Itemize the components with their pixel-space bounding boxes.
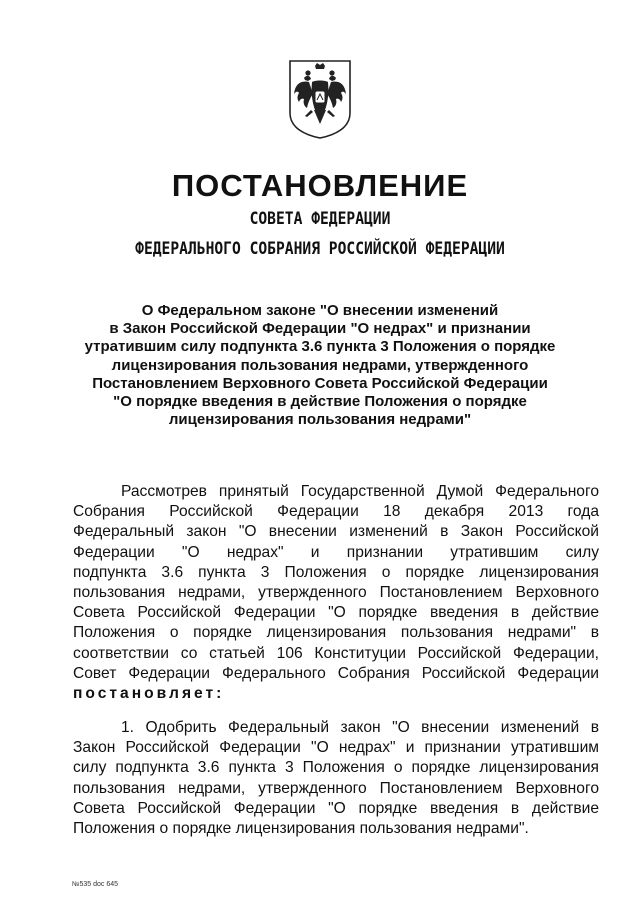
preamble-line: Положения о порядке лицензирования пользования недрами" в xyxy=(73,624,599,642)
preamble-line: пользования недрами, утвержденного Постановлением Верховного xyxy=(73,584,599,602)
clause-line: пользования недрами, утвержденного Постановлением Верховного xyxy=(73,779,599,797)
subject-line: Постановлением Верховного Совета Российской Федерации xyxy=(92,374,548,392)
subject-line: О Федеральном законе "О внесении изменений xyxy=(141,302,499,319)
issuing-body-line-1: СОВЕТА ФЕДЕРАЦИИ xyxy=(249,209,391,229)
coat-of-arms-icon xyxy=(287,58,353,140)
document-code: №535 doc 645 xyxy=(72,881,119,888)
clause-line: 1. Одобрить Федеральный закон "О внесении изменений в xyxy=(121,719,599,736)
preamble-line: Рассмотрев принятый Государственной Думой Федерального xyxy=(121,483,599,500)
preamble-line: Федерации "О недрах" и признании утратившим силу xyxy=(73,543,599,561)
preamble-line: Федеральный закон "О внесении изменений в Закон Российской xyxy=(73,523,599,541)
clause-1 xyxy=(73,718,599,839)
preamble-line: Совет Федерации Федерального Собрания Российской Федерации xyxy=(73,664,599,682)
subject-line: "О порядке введения в действие Положения о порядке xyxy=(113,393,527,411)
resolution-subject xyxy=(60,302,580,429)
issuing-body-line-2: ФЕДЕРАЛЬНОГО СОБРАНИЯ РОССИЙСКОЙ ФЕДЕРАЦИИ xyxy=(135,239,505,259)
preamble-line: Собрания Российской Федерации 18 декабря 2013 года xyxy=(73,503,599,521)
subject-line: лицензирования пользования недрами, утвержденного xyxy=(111,356,529,374)
clause-line: Положения о порядке лицензирования пользования недрами". xyxy=(73,820,529,838)
preamble-paragraph xyxy=(73,482,599,704)
preamble-line: соответствии со статьей 106 Конституции Российской Федерации, xyxy=(73,644,599,662)
decree-word: постановляет: xyxy=(73,685,225,703)
preamble-line: Совета Российской Федерации "О порядке введения в действие xyxy=(73,604,599,622)
document-title: ПОСТАНОВЛЕНИЕ xyxy=(171,168,469,203)
preamble-line: подпункта 3.6 пункта 3 Положения о порядке лицензирования xyxy=(73,563,599,581)
clause-line: Закон Российской Федерации "О недрах" и признании утратившим xyxy=(73,739,599,757)
subject-line: лицензирования пользования недрами" xyxy=(168,411,472,429)
clause-line: Совета Российской Федерации "О порядке введения в действие xyxy=(73,799,599,817)
subject-line: в Закон Российской Федерации "О недрах" и признании xyxy=(109,320,531,338)
clause-line: силу подпункта 3.6 пункта 3 Положения о порядке лицензирования xyxy=(73,759,599,777)
subject-line: утратившим силу подпункта 3.6 пункта 3 Положения о порядке xyxy=(84,338,556,356)
